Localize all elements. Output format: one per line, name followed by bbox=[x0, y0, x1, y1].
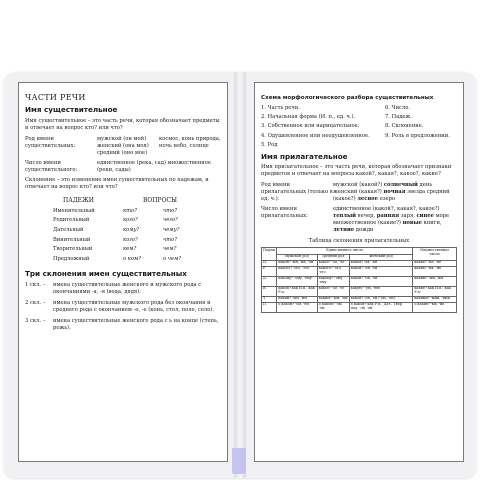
table-cell: какую? -ую, -юю bbox=[349, 286, 413, 296]
table-cell: какому? -ому, -ему bbox=[277, 276, 318, 286]
table-row bbox=[262, 266, 457, 276]
table-cell: какой? -ой, -ей bbox=[349, 276, 413, 286]
table-cell: П. bbox=[262, 302, 277, 312]
case-name: Предложный bbox=[53, 255, 90, 262]
table-cell: какой? как И.п., как Р.п. bbox=[277, 286, 318, 296]
case-question-inanimate: о чем? bbox=[163, 255, 182, 262]
declension-item bbox=[25, 282, 221, 296]
table-cell: какие? как И.п., как Р.п. bbox=[413, 286, 457, 296]
declension-item bbox=[25, 300, 221, 314]
adj-example: новые bbox=[402, 220, 422, 227]
table-cell: какого? -ого, -его bbox=[277, 266, 318, 276]
adj-text: книги, bbox=[421, 220, 442, 227]
scheme-item: 1. Часть речи. bbox=[261, 104, 300, 111]
table-cell: какое? -ое, -ее bbox=[317, 260, 349, 266]
table-row bbox=[262, 286, 457, 296]
noun-number-values: единственное (река, сад) множественное (реки, сады) bbox=[97, 159, 211, 173]
case-row bbox=[53, 237, 203, 244]
table-cell: И. bbox=[262, 260, 277, 266]
table-cell: Д. bbox=[262, 276, 277, 286]
adj-example: солнечный bbox=[383, 182, 418, 189]
table-cell: о каком? -ом, -ем bbox=[317, 302, 349, 312]
table-cell: каким? -ым, -им bbox=[413, 276, 457, 286]
case-question-inanimate: чем? bbox=[163, 246, 177, 253]
table-cell: какая? -ая, -яя bbox=[349, 260, 413, 266]
cases-header-questions: ВОПРОСЫ bbox=[143, 196, 178, 204]
table-cell: В. bbox=[262, 286, 277, 296]
declension-text: имена существительные женского и мужского рода с окончаниями -а, -я (вода, дядя). bbox=[53, 281, 202, 295]
cases-header-cases: ПАДЕЖИ bbox=[63, 196, 95, 204]
declension-number: 1 скл. bbox=[25, 281, 42, 288]
table-cell: каким? -ым, -им bbox=[277, 296, 318, 302]
case-name: Именительный bbox=[53, 207, 95, 214]
case-row bbox=[53, 256, 203, 263]
adjective-number-label: Число имени прилагательных: bbox=[261, 206, 308, 220]
case-name: Винительный bbox=[53, 236, 91, 243]
case-question-animate: кого? bbox=[123, 217, 138, 224]
declension-dash: – bbox=[43, 299, 46, 306]
cases-header bbox=[53, 197, 203, 205]
scheme-item: 5. Род bbox=[261, 142, 278, 149]
case-question-animate: кто? bbox=[123, 207, 137, 214]
case-name: Творительный bbox=[53, 246, 93, 253]
table-cell: какого? -ого, -его bbox=[317, 266, 349, 276]
section-title: ЧАСТИ РЕЧИ bbox=[25, 93, 86, 102]
scheme-item: 3. Собственное или нарицательное. bbox=[261, 123, 360, 130]
case-row bbox=[53, 217, 203, 224]
table-cell: каким? -ым, -им bbox=[318, 296, 348, 301]
header-neuter: средний род bbox=[317, 254, 349, 260]
scheme-item: 9. Роль в предложении. bbox=[385, 132, 450, 139]
noun-title: Имя существительное bbox=[25, 104, 118, 114]
adj-example: синее bbox=[416, 213, 434, 220]
case-row bbox=[53, 227, 203, 234]
noun-gender-row bbox=[25, 136, 221, 157]
cases-table bbox=[53, 197, 203, 263]
adj-example: теплый bbox=[333, 213, 357, 220]
case-question-inanimate: что? bbox=[163, 207, 178, 214]
adjective-table-title: Таблица склонения прилагательных bbox=[308, 238, 410, 245]
noun-gender-label: Род имени существительных: bbox=[25, 135, 76, 149]
adjective-gender-values bbox=[333, 182, 457, 203]
scheme-title: Схема морфологического разбора существительных bbox=[261, 95, 434, 101]
table-cell: о каких? -ых, -их bbox=[413, 302, 457, 312]
scheme-item: 6. Число. bbox=[385, 104, 411, 111]
noun-number-row bbox=[25, 160, 221, 174]
table-cell: какое? -ое, -ее bbox=[317, 286, 349, 296]
table-row bbox=[262, 302, 457, 312]
noun-gender-values: мужской (он мой) женский (она моя) средний (оно мое) bbox=[97, 135, 149, 156]
adj-example: ночная bbox=[383, 189, 406, 196]
three-declensions-title: Три склонения имен существительных bbox=[25, 268, 187, 278]
adj-text: заря, bbox=[399, 213, 417, 220]
bookmark-ribbon bbox=[232, 448, 246, 474]
scheme-item: 7. Падеж. bbox=[385, 113, 412, 120]
table-cell: какой? -ой, -ей (-ою, -ею) bbox=[349, 296, 413, 302]
case-question-animate: кому? bbox=[123, 226, 140, 233]
case-question-animate: о ком? bbox=[123, 255, 142, 262]
header-feminine: женский род bbox=[349, 254, 413, 260]
case-question-inanimate: что? bbox=[163, 236, 178, 243]
left-page bbox=[18, 82, 228, 462]
declension-text: имена существительные женского рода с ь на конце (степь, рожь). bbox=[53, 317, 219, 331]
case-question-inanimate: чему? bbox=[163, 226, 180, 233]
header-case: Падеж bbox=[262, 248, 277, 260]
table-cell: Т. bbox=[262, 296, 277, 302]
declension-item bbox=[25, 318, 221, 332]
notebook-spine bbox=[234, 72, 246, 478]
adj-example: лесное bbox=[357, 196, 378, 203]
adj-example: летние bbox=[333, 227, 355, 234]
table-cell: какому? -ому, -ему bbox=[317, 276, 349, 286]
table-row bbox=[262, 276, 457, 286]
table-cell: какой? -ый, -ий, -ой bbox=[277, 260, 318, 266]
scheme-item: 4. Одушевленное или неодушевленное. bbox=[261, 132, 370, 139]
declension-number: 3 скл. bbox=[25, 317, 42, 324]
table-cell: какими? -ыми, -ими bbox=[413, 296, 457, 302]
right-page bbox=[254, 82, 464, 462]
adjective-title: Имя прилагательное bbox=[261, 151, 348, 161]
adjective-gender-row bbox=[261, 182, 457, 203]
adj-example: ранняя bbox=[376, 213, 400, 220]
scheme-item: 2. Начальная форма (И. п., ед. ч.). bbox=[261, 113, 356, 120]
case-name: Родительный bbox=[53, 217, 90, 224]
case-question-animate: кого? bbox=[123, 236, 138, 243]
adj-text: мужской (какой?) bbox=[333, 182, 384, 189]
scheme-column-1 bbox=[261, 105, 385, 152]
adjective-declension-table bbox=[261, 247, 457, 312]
adj-text: дожди bbox=[354, 227, 374, 234]
scheme-item: 8. Склонение. bbox=[385, 123, 424, 130]
adjective-gender-label: Род имени прилагательных (только в ед. ч.): bbox=[261, 182, 333, 203]
case-name: Дательный bbox=[53, 226, 84, 233]
adj-text: вечер, bbox=[356, 213, 377, 220]
scheme-list bbox=[261, 105, 457, 152]
noun-number-label: Число имени существительного: bbox=[25, 159, 78, 173]
declension-dash: – bbox=[43, 281, 46, 288]
scheme-column-2 bbox=[385, 105, 457, 152]
header-plural: Множественное число bbox=[413, 248, 457, 260]
adj-text: звезда средний (какое?) bbox=[333, 189, 450, 203]
table-cell: какой? -ой, -ей bbox=[349, 266, 413, 276]
case-question-animate: кем? bbox=[123, 246, 137, 253]
case-row bbox=[53, 208, 203, 215]
table-cell: о какой? как Р.п., Дат., Твор. пад. -ой, -ей bbox=[349, 302, 413, 312]
declension-text: имена существительные мужского рода без окончания и среднего рода с окончанием -о, -е (конь, стол, поле, село). bbox=[53, 299, 214, 313]
adj-text: море множественное (какие?) bbox=[333, 213, 450, 227]
declension-dash: – bbox=[43, 317, 46, 324]
adj-text: озеро bbox=[377, 196, 396, 203]
table-cell: каких? -ых, -их bbox=[413, 266, 457, 276]
declension-number: 2 скл. bbox=[25, 299, 42, 306]
noun-definition: Имя существительное – это часть речи, которая обозначает предметы и отвечает на вопрос кто? или что? bbox=[25, 117, 220, 131]
adjective-number-values bbox=[333, 206, 457, 234]
noun-gender-examples: космос, конь природа, ночь небо, солнце bbox=[159, 135, 221, 149]
adjective-definition: Имя прилагательное – это часть речи, которая обозначает признаки предметов и отвечает на вопросы какой?, какая?, какое?, какие? bbox=[261, 164, 452, 178]
case-row bbox=[53, 246, 203, 253]
header-masculine: мужской род bbox=[277, 254, 318, 260]
case-question-inanimate: чего? bbox=[163, 217, 178, 224]
adjective-number-row bbox=[261, 206, 457, 234]
declension-note: Склонение – это изменение имен существительных по падежам, и отвечает на вопрос кто? или что? bbox=[25, 176, 209, 190]
adj-text: единственное (какой?, какая?, какое?) bbox=[333, 206, 440, 213]
table-cell: какие? -ые, -ие bbox=[413, 260, 457, 266]
table-cell: Р. bbox=[262, 266, 277, 276]
adj-text: день женский (какая?) bbox=[333, 182, 433, 196]
header-singular: Единственное число bbox=[277, 248, 413, 254]
table-cell: о каком? -ом, -ем bbox=[277, 302, 318, 312]
